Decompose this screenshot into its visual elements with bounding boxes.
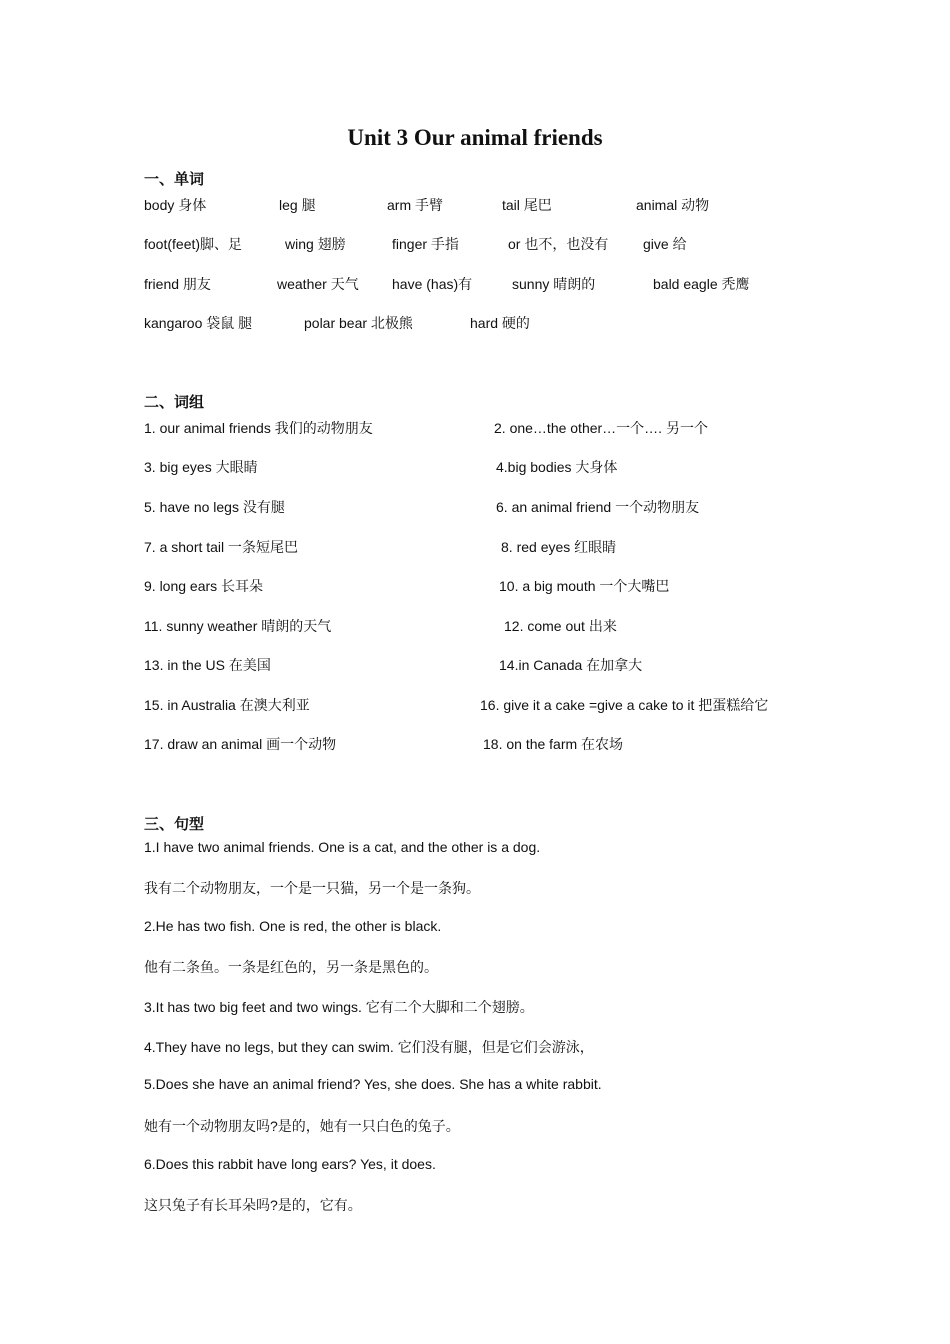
phrase-item: 18. on the farm 在农场	[483, 736, 624, 752]
sentence-line: 她有一个动物朋友吗?是的，她有一只白色的兔子。	[144, 1118, 460, 1134]
phrase-item: 7. a short tail 一条短尾巴	[144, 539, 299, 555]
word-item: leg 腿	[279, 197, 316, 213]
word-item: friend 朋友	[144, 276, 211, 292]
sentence-line: 3.It has two big feet and two wings. 它有二个大脚和二个翅膀。	[144, 999, 534, 1015]
section-heading-sentences: 三、句型	[144, 816, 205, 833]
phrase-item: 15. in Australia 在澳大利亚	[144, 697, 310, 713]
phrase-item: 5. have no legs 没有腿	[144, 499, 285, 515]
page-title: Unit 3 Our animal friends	[347, 125, 603, 150]
section-heading-words: 一、单词	[144, 171, 205, 188]
phrase-item: 12. come out 出来	[504, 618, 617, 634]
sentence-line: 我有二个动物朋友，一个是一只猫，另一个是一条狗。	[144, 880, 480, 896]
sentence-line: 2.He has two fish. One is red, the other is black.	[144, 918, 442, 934]
word-item: bald eagle 秃鹰	[653, 276, 750, 292]
sentence-line: 6.Does this rabbit have long ears? Yes, it does.	[144, 1156, 436, 1172]
word-item: wing 翅膀	[285, 236, 346, 252]
word-item: give 给	[643, 236, 687, 252]
phrase-item: 3. big eyes 大眼睛	[144, 459, 258, 475]
phrase-item: 4.big bodies 大身体	[496, 459, 618, 475]
phrase-item: 16. give it a cake =give a cake to it 把蛋糕给它	[480, 697, 769, 713]
word-item: sunny 晴朗的	[512, 276, 596, 292]
word-item: arm 手臂	[387, 197, 443, 213]
word-item: finger 手指	[392, 236, 459, 252]
phrase-item: 14.in Canada 在加拿大	[499, 657, 643, 673]
phrase-item: 2. one…the other…一个…. 另一个	[494, 420, 708, 436]
phrase-item: 13. in the US 在美国	[144, 657, 271, 673]
phrase-item: 6. an animal friend 一个动物朋友	[496, 499, 700, 515]
phrase-item: 9. long ears 长耳朵	[144, 578, 264, 594]
section-heading-phrases: 二、词组	[144, 394, 205, 411]
sentence-line: 5.Does she have an animal friend? Yes, she does. She has a white rabbit.	[144, 1076, 602, 1092]
sentence-line: 这只兔子有长耳朵吗?是的，它有。	[144, 1197, 362, 1213]
word-item: or 也不，也没有	[508, 236, 609, 252]
word-item: weather 天气	[277, 276, 359, 292]
word-item: kangaroo 袋鼠 腿	[144, 315, 253, 331]
word-item: tail 尾巴	[502, 197, 552, 213]
phrase-item: 8. red eyes 红眼睛	[501, 539, 617, 555]
word-item: animal 动物	[636, 197, 710, 213]
sentence-line: 1.I have two animal friends. One is a cat, and the other is a dog.	[144, 839, 541, 855]
word-item: have (has)有	[392, 276, 473, 292]
word-item: polar bear 北极熊	[304, 315, 413, 331]
phrase-item: 11. sunny weather 晴朗的天气	[144, 618, 332, 634]
word-item: body 身体	[144, 197, 207, 213]
phrase-item: 17. draw an animal 画一个动物	[144, 736, 337, 752]
phrase-item: 1. our animal friends 我们的动物朋友	[144, 420, 373, 436]
phrase-item: 10. a big mouth 一个大嘴巴	[499, 578, 670, 594]
word-item: foot(feet)脚、足	[144, 236, 243, 252]
sentence-line: 他有二条鱼。一条是红色的，另一条是黑色的。	[144, 959, 438, 975]
sentence-line: 4.They have no legs, but they can swim. 它们没有腿，但是它们会游泳，	[144, 1039, 594, 1055]
word-item: hard 硬的	[470, 315, 530, 331]
